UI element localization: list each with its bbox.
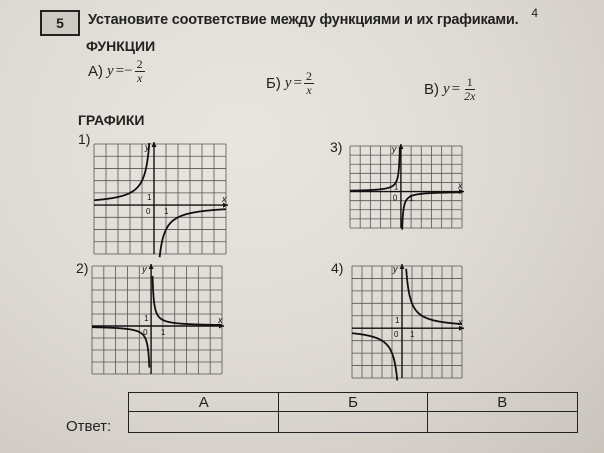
equals-sign: = <box>293 75 302 91</box>
fraction <box>304 70 314 97</box>
answer-column-a: А <box>129 393 279 412</box>
equals-sign: = <box>451 81 461 97</box>
answer-table <box>128 392 578 433</box>
denominator: x <box>136 71 143 85</box>
unit-x-label: 1 <box>410 330 415 340</box>
graph-2 <box>88 262 226 378</box>
x-axis-label: x <box>218 315 223 325</box>
hyperbola-branch <box>94 143 149 200</box>
hyperbola-branch <box>160 209 226 257</box>
answer-cell-b[interactable] <box>279 412 427 433</box>
y-axis-label: y <box>145 142 150 152</box>
graph-label-1: 1) <box>78 131 91 147</box>
unit-y-label: 1 <box>393 182 399 192</box>
numerator: 2 <box>305 69 312 83</box>
graph-label-2: 2) <box>76 260 89 276</box>
option-letter: В) <box>424 81 439 98</box>
origin-label: 0 <box>143 328 148 337</box>
x-axis-label: x <box>222 194 227 205</box>
function-option-b <box>266 70 314 97</box>
fraction <box>462 76 477 103</box>
numerator: 1 <box>466 75 473 89</box>
function-variable: y <box>443 81 450 97</box>
x-axis-label: x <box>458 180 463 191</box>
option-letter: А) <box>88 63 103 80</box>
answer-header-row <box>129 393 578 412</box>
y-axis-arrow <box>149 264 154 269</box>
y-axis-label: y <box>393 264 398 274</box>
functions-heading: ФУНКЦИИ <box>86 38 156 54</box>
answer-label: Ответ: <box>66 418 112 435</box>
answer-column-v: В <box>427 393 577 412</box>
answer-column-b: Б <box>279 393 427 412</box>
hyperbola-branch <box>92 327 149 367</box>
minus-sign: − <box>124 63 133 79</box>
function-variable: y <box>284 75 292 91</box>
unit-y-label: 1 <box>147 192 152 202</box>
unit-x-label: 1 <box>409 193 414 203</box>
unit-x-label: 1 <box>164 207 169 217</box>
y-axis-arrow <box>152 142 157 147</box>
denominator: 2x <box>464 89 476 103</box>
answer-cell-v[interactable] <box>427 412 577 433</box>
denominator: x <box>306 83 312 97</box>
x-axis-label: x <box>458 317 463 328</box>
task-number-box <box>40 10 80 36</box>
unit-y-label: 1 <box>395 315 400 325</box>
function-option-v <box>424 76 477 103</box>
graph-3 <box>346 142 466 232</box>
page-number: 4 <box>531 6 538 20</box>
unit-y-label: 1 <box>144 314 149 323</box>
graph-label-4: 4) <box>331 260 344 276</box>
task-number: 5 <box>56 15 64 31</box>
y-axis-label: y <box>391 144 397 154</box>
graph-4 <box>348 262 466 382</box>
option-letter: Б) <box>266 75 281 92</box>
y-axis-arrow <box>400 264 405 269</box>
task-instruction: Установите соответствие между функциями и их графиками. <box>88 12 519 28</box>
graph-label-3: 3) <box>330 139 343 155</box>
origin-label: 0 <box>394 330 399 340</box>
graph-1 <box>90 140 230 258</box>
unit-x-label: 1 <box>160 328 166 337</box>
function-option-a <box>88 58 145 85</box>
fraction <box>135 58 145 85</box>
origin-label: 0 <box>392 193 398 203</box>
equals-sign: = <box>115 63 125 79</box>
origin-label: 0 <box>146 207 151 217</box>
function-variable: y <box>107 63 114 79</box>
graphs-heading: ГРАФИКИ <box>78 112 145 128</box>
answer-input-row <box>129 412 578 433</box>
numerator: 2 <box>136 57 143 71</box>
answer-cell-a[interactable] <box>129 412 279 433</box>
y-axis-label: y <box>142 264 147 274</box>
